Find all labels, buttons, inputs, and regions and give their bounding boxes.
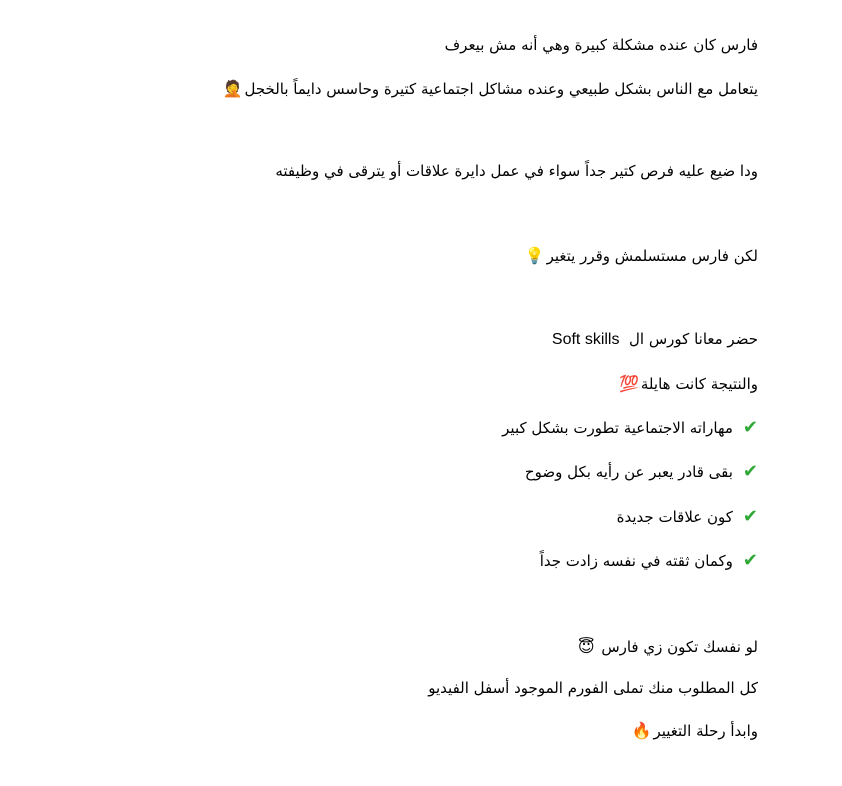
paragraph-problem-intro — [445, 34, 758, 56]
check-icon: ✔ — [742, 417, 758, 438]
text-social-issues: يتعامل مع الناس بشكل طبيعي وعنده مشاكل اجتماعية كتيرة وحاسس دايماً بالخجل — [244, 80, 758, 98]
paragraph-course — [552, 328, 758, 350]
list-item — [540, 550, 758, 572]
paragraph-start-journey — [632, 720, 758, 742]
paragraph-result — [619, 373, 758, 395]
paragraph-social-issues — [223, 78, 758, 100]
list-item — [502, 417, 758, 439]
benefit-text: بقى قادر يعبر عن رأيه بكل وضوح — [524, 463, 733, 481]
list-item — [617, 506, 758, 528]
smiling-halo-icon: 😇 — [577, 637, 595, 656]
benefit-text: كون علاقات جديدة — [616, 508, 733, 526]
fire-icon: 🔥 — [631, 721, 652, 740]
lightbulb-icon: 💡 — [524, 246, 545, 265]
benefit-text: وكمان ثقته في نفسه زادت جداً — [539, 552, 733, 570]
paragraph-form-instruction — [428, 677, 758, 699]
paragraph-lost-opportunities — [275, 160, 758, 182]
text-problem-intro: فارس كان عنده مشكلة كبيرة وهي أنه مش بيعرف — [444, 36, 758, 54]
check-icon: ✔ — [742, 461, 758, 482]
check-icon: ✔ — [742, 506, 758, 527]
check-icon: ✔ — [742, 550, 758, 571]
text-form-instruction: كل المطلوب منك تملى الفورم الموجود أسفل الفيديو — [428, 679, 758, 697]
text-start-journey: وابدأ رحلة التغيير — [653, 722, 758, 740]
paragraph-call-to-action — [578, 636, 758, 658]
text-call-to-action: لو نفسك تكون زي فارس — [601, 638, 758, 656]
facepalm-icon: 🤦 — [222, 79, 243, 98]
text-lost-opportunities: ودا ضيع عليه فرص كتير جداً سواء في عمل دايرة علاقات أو يترقى في وظيفته — [275, 162, 758, 180]
text-course-prefix: حضر معانا كورس ال — [629, 330, 758, 348]
benefit-text: مهاراته الاجتماعية تطورت بشكل كبير — [502, 419, 733, 437]
list-item — [525, 461, 758, 483]
text-result: والنتيجة كانت هايلة — [640, 375, 758, 393]
hundred-points-icon: 💯 — [618, 374, 639, 393]
text-decision: لكن فارس مستسلمش وقرر يتغير — [546, 247, 758, 265]
text-course-name: Soft skills — [551, 331, 620, 348]
paragraph-decision — [525, 245, 758, 267]
